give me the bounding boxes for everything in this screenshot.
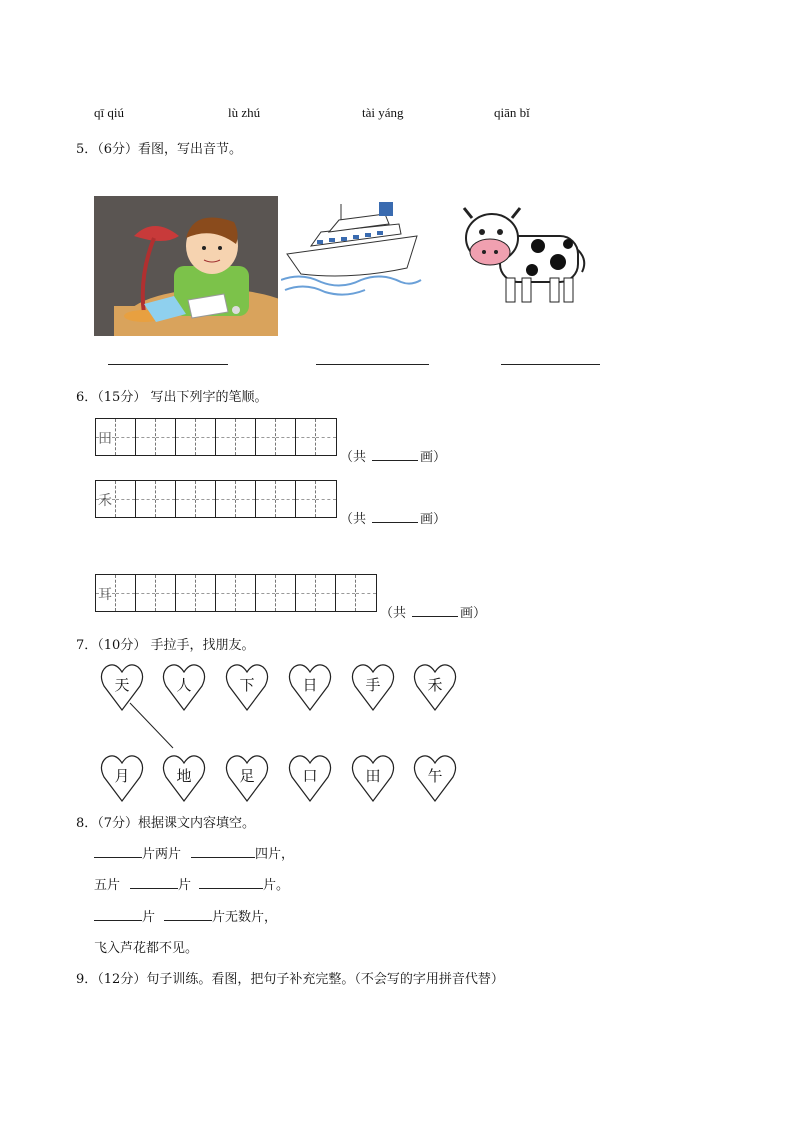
question-5-title: 5．（6分）看图，写出音节。 bbox=[76, 142, 243, 157]
answer-line-3[interactable] bbox=[501, 364, 600, 365]
grid-char: 田 bbox=[98, 431, 112, 447]
blank-8-1[interactable] bbox=[94, 857, 142, 858]
heart-char: 人 bbox=[176, 676, 192, 694]
stroke-grid-2[interactable] bbox=[95, 480, 337, 518]
pinyin-1: qī qiú bbox=[94, 105, 124, 120]
heart-top-5[interactable] bbox=[351, 662, 395, 712]
heart-bottom-2[interactable] bbox=[162, 753, 206, 803]
stroke-count-blank-2[interactable] bbox=[372, 522, 418, 523]
q8-text-2a: 五片 bbox=[94, 878, 121, 893]
ship-image bbox=[281, 196, 423, 296]
heart-char: 地 bbox=[176, 767, 192, 785]
q8-text-2c: 片。 bbox=[263, 878, 290, 893]
pinyin-3: tài yáng bbox=[362, 105, 404, 120]
heart-bottom-3[interactable] bbox=[225, 753, 269, 803]
stroke-count-open-3: （共 bbox=[380, 606, 407, 621]
blank-8-4[interactable] bbox=[199, 888, 263, 889]
heart-char: 田 bbox=[365, 767, 381, 785]
q8-text-1a: 片两片 bbox=[142, 847, 182, 862]
stroke-count-close-1: 画） bbox=[420, 450, 447, 465]
question-6-title: 6．（15分） 写出下列字的笔顺。 bbox=[76, 390, 268, 405]
heart-bottom-5[interactable] bbox=[351, 753, 395, 803]
answer-line-2[interactable] bbox=[316, 364, 429, 365]
q8-text-3a: 片 bbox=[142, 910, 156, 925]
heart-char: 禾 bbox=[427, 676, 443, 694]
pinyin-4: qiān bǐ bbox=[494, 105, 530, 120]
stroke-count-close-2: 画） bbox=[420, 512, 447, 527]
cow-image bbox=[458, 200, 588, 310]
heart-char: 午 bbox=[427, 767, 443, 785]
answer-line-1[interactable] bbox=[108, 364, 228, 365]
stroke-grid-1[interactable] bbox=[95, 418, 337, 456]
boy-studying-image bbox=[94, 196, 278, 336]
blank-8-3[interactable] bbox=[130, 888, 178, 889]
q8-text-4: 飞入芦花都不见。 bbox=[94, 941, 199, 956]
heart-bottom-6[interactable] bbox=[413, 753, 457, 803]
pinyin-2: lù zhú bbox=[228, 105, 261, 120]
heart-char: 足 bbox=[239, 767, 255, 785]
blank-8-5[interactable] bbox=[94, 920, 142, 921]
stroke-count-blank-3[interactable] bbox=[412, 616, 458, 617]
grid-char: 禾 bbox=[98, 493, 112, 509]
heart-char: 日 bbox=[302, 676, 318, 694]
heart-top-2[interactable] bbox=[162, 662, 206, 712]
q8-text-2b: 片 bbox=[178, 878, 192, 893]
heart-char: 手 bbox=[365, 676, 381, 694]
question-7-title: 7．（10分） 手拉手，找朋友。 bbox=[76, 638, 255, 653]
stroke-count-open-2: （共 bbox=[340, 512, 367, 527]
heart-char: 口 bbox=[302, 767, 318, 785]
heart-top-4[interactable] bbox=[288, 662, 332, 712]
blank-8-2[interactable] bbox=[191, 857, 255, 858]
heart-top-6[interactable] bbox=[413, 662, 457, 712]
heart-bottom-4[interactable] bbox=[288, 753, 332, 803]
q8-text-3b: 片无数片， bbox=[212, 910, 278, 925]
stroke-count-close-3: 画） bbox=[460, 606, 487, 621]
q8-text-1b: 四片， bbox=[255, 847, 295, 862]
grid-char: 耳 bbox=[98, 587, 112, 603]
blank-8-6[interactable] bbox=[164, 920, 212, 921]
heart-char: 下 bbox=[239, 676, 255, 694]
stroke-count-open-1: （共 bbox=[340, 450, 367, 465]
question-9-title: 9．（12分）句子训练。看图，把句子补充完整。（不会写的字用拼音代替） bbox=[76, 972, 504, 987]
heart-char: 天 bbox=[114, 676, 130, 694]
stroke-grid-3[interactable] bbox=[95, 574, 377, 612]
question-8-title: 8．（7分）根据课文内容填空。 bbox=[76, 816, 256, 831]
heart-char: 月 bbox=[114, 767, 130, 785]
stroke-count-blank-1[interactable] bbox=[372, 460, 418, 461]
heart-top-1[interactable] bbox=[100, 662, 144, 712]
heart-bottom-1[interactable] bbox=[100, 753, 144, 803]
heart-top-3[interactable] bbox=[225, 662, 269, 712]
